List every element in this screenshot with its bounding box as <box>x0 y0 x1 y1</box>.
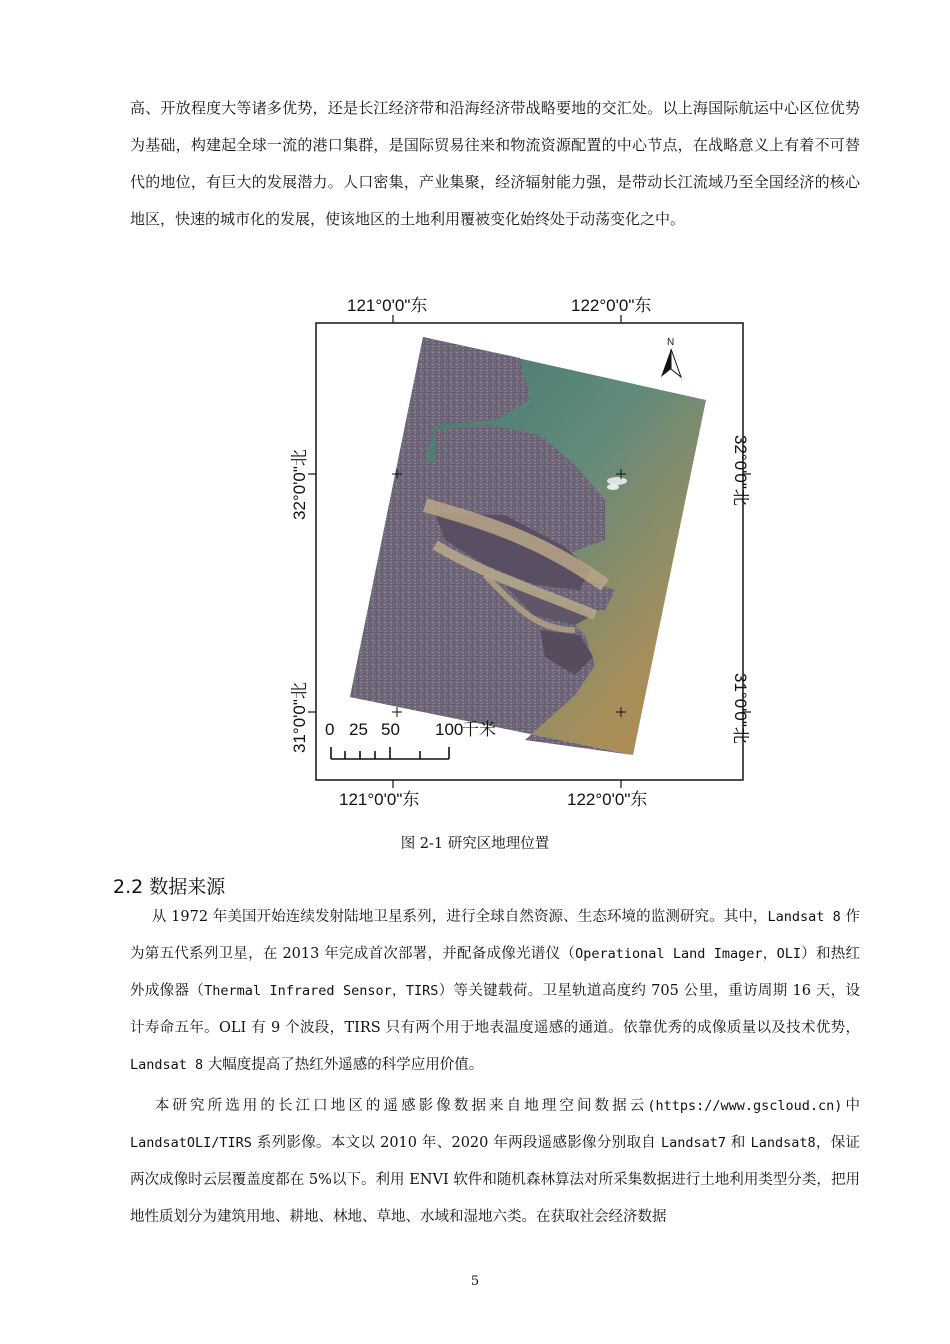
lat-label-right-31: 31°0'0"北 <box>731 673 750 744</box>
lon-label-bottom-122: 122°0'0"东 <box>567 790 648 809</box>
data-source-paragraph-1: 从 1972 年美国开始连续发射陆地卫星系列，进行全球自然资源、生态环境的监测研究。其中，Landsat 8 作为第五代系列卫星，在 2013 年完成首次部署，并配备成像光谱仪（Operational Land Imager，OLI）和热红外成像器（Thermal Infrared Sensor，TIRS）等关键载荷。卫星轨道高度约 705 公里，重访周期 16 天，设计寿命五年。OLI 有 9 个波段，TIRS 只有两个用于地表温度遥感的通道。依靠优秀的成像质量以及技术优势，Landsat 8 大幅度提高了热红外遥感的科学应用价值。 <box>130 909 861 1073</box>
svg-text:0: 0 <box>325 720 335 739</box>
lat-label-left-31: 31°0'0"北 <box>290 682 309 753</box>
svg-text:千米: 千米 <box>462 720 496 739</box>
figure-caption: 图 2-1 研究区地理位置 <box>400 836 550 852</box>
svg-text:N: N <box>667 337 675 348</box>
section-heading <box>113 872 225 899</box>
study-area-map-figure <box>275 285 775 815</box>
lon-label-bottom-121: 121°0'0"东 <box>339 790 420 809</box>
section-number: 2.2 <box>113 876 144 898</box>
lon-label-top-122: 122°0'0"东 <box>571 296 652 315</box>
data-source-paragraph-2: 本研究所选用的长江口地区的遥感影像数据来自地理空间数据云(https://www.gscloud.cn)中 LandsatOLI/TIRS 系列影像。本文以 2010 年、2020 年两段遥感影像分别取自 Landsat7 和 Landsat8，保证两次成像时云层覆盖度都在 5%以下。利用 ENVI 软件和随机森林算法对所采集数据进行土地利用类型分类，把用地性质划分为建筑用地、耕地、林地、草地、水域和湿地六类。在获取社会经济数据 <box>130 1098 861 1225</box>
svg-text:25: 25 <box>349 720 368 739</box>
svg-text:100: 100 <box>435 720 464 739</box>
lat-label-right-32: 32°0'0"北 <box>731 435 750 506</box>
lat-label-left-32: 32°0'0"北 <box>290 449 309 520</box>
study-area-map <box>275 285 775 815</box>
section-title: 数据来源 <box>149 876 226 898</box>
lon-label-top-121: 121°0'0"东 <box>347 296 428 315</box>
intro-paragraph: 高、开放程度大等诸多优势，还是长江经济带和沿海经济带战略要地的交汇处。以上海国际航运中心区位优势为基础，构建起全球一流的港口集群，是国际贸易往来和物流资源配置的中心节点，在战略意义上有着不可替代的地位，有巨大的发展潜力。人口密集，产业集聚，经济辐射能力强，是带动长江流域乃至全国经济的核心地区，快速的城市化的发展，使该地区的土地利用覆被变化始终处于动荡变化之中。 <box>130 99 860 228</box>
svg-text:50: 50 <box>381 720 400 739</box>
page-number: 5 <box>470 1274 480 1289</box>
